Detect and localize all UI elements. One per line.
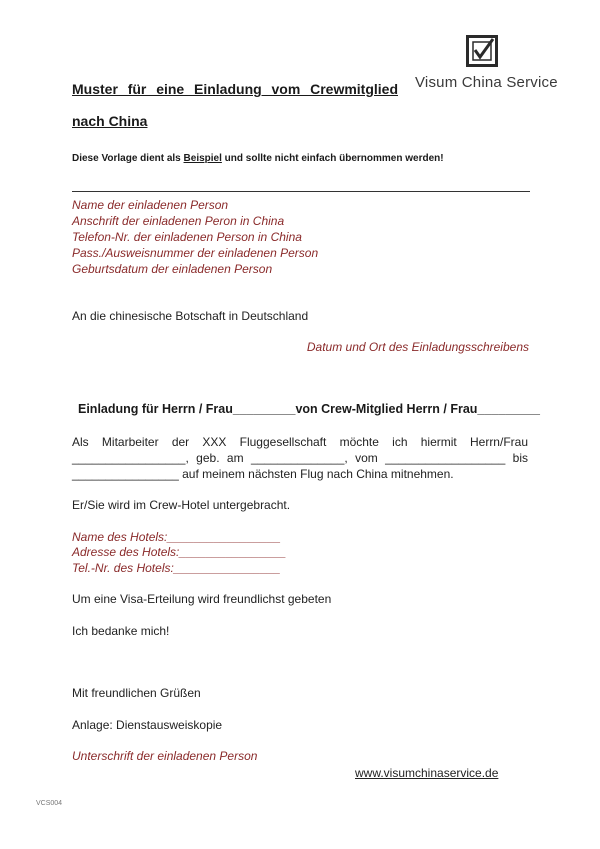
hotel-address-field [72, 545, 286, 559]
body-line: ________________ auf meinem nächsten Flug nach China mitnehmen. [72, 467, 454, 481]
sender-name: Name der einladenen Person [72, 198, 229, 212]
sender-passport: Pass./Ausweisnummer der einladenen Person [72, 246, 319, 260]
body-paragraph [72, 434, 528, 482]
sender-phone: Telefon-Nr. der einladenen Person in China [72, 230, 302, 244]
template-notice [72, 153, 444, 164]
closing: Mit freundlichen Grüßen [72, 686, 201, 700]
document-title: Muster für eine Einladung vom Crewmitglied [72, 81, 398, 97]
hotel-phone-blank: ________________ [173, 561, 281, 575]
hotel-phone-field [72, 561, 281, 575]
sender-address: Anschrift der einladenen Peron in China [72, 214, 285, 228]
checkmark-box-icon [466, 35, 498, 67]
hotel-address-blank: ________________ [179, 545, 287, 559]
recipient: An die chinesische Botschaft in Deutschland [72, 309, 309, 323]
body-line: Als Mitarbeiter der XXX Fluggesellschaft möchte ich hiermit Herrn/Frau [72, 435, 528, 449]
thanks: Ich bedanke mich! [72, 624, 170, 638]
document-title-continued: nach China [72, 113, 148, 129]
hotel-name-blank: _________________ [167, 530, 281, 544]
hotel-address-label: Adresse des Hotels: [72, 545, 180, 559]
hotel-intro: Er/Sie wird im Crew-Hotel untergebracht. [72, 498, 291, 512]
notice-text-before: Diese Vorlage dient als [72, 153, 184, 164]
letter-subject: Einladung für Herrn / Frau_________von Crew-Mitglied Herrn / Frau_________ [78, 402, 540, 416]
logo-text: Visum China Service [415, 74, 558, 91]
date-place: Datum und Ort des Einladungsschreibens [306, 340, 529, 354]
signature: Unterschrift der einladenen Person [72, 749, 258, 763]
attachment: Anlage: Dienstausweiskopie [72, 718, 223, 732]
sender-birthdate: Geburtsdatum der einladenen Person [72, 262, 273, 276]
hotel-name-field [72, 530, 281, 544]
notice-underlined-word: Beispiel [183, 153, 222, 164]
website-link[interactable]: www.visumchinaservice.de [355, 766, 499, 780]
separator-line [72, 191, 530, 192]
notice-text-after: und sollte nicht einfach übernommen werden! [221, 153, 444, 164]
footer-code: VCS004 [36, 800, 63, 807]
hotel-phone-label: Tel.-Nr. des Hotels: [72, 561, 174, 575]
hotel-name-label: Name des Hotels: [72, 530, 168, 544]
visa-request: Um eine Visa-Erteilung wird freundlichst gebeten [72, 592, 332, 606]
body-line: _________________, geb. am ______________, vom __________________ bis [72, 451, 528, 465]
